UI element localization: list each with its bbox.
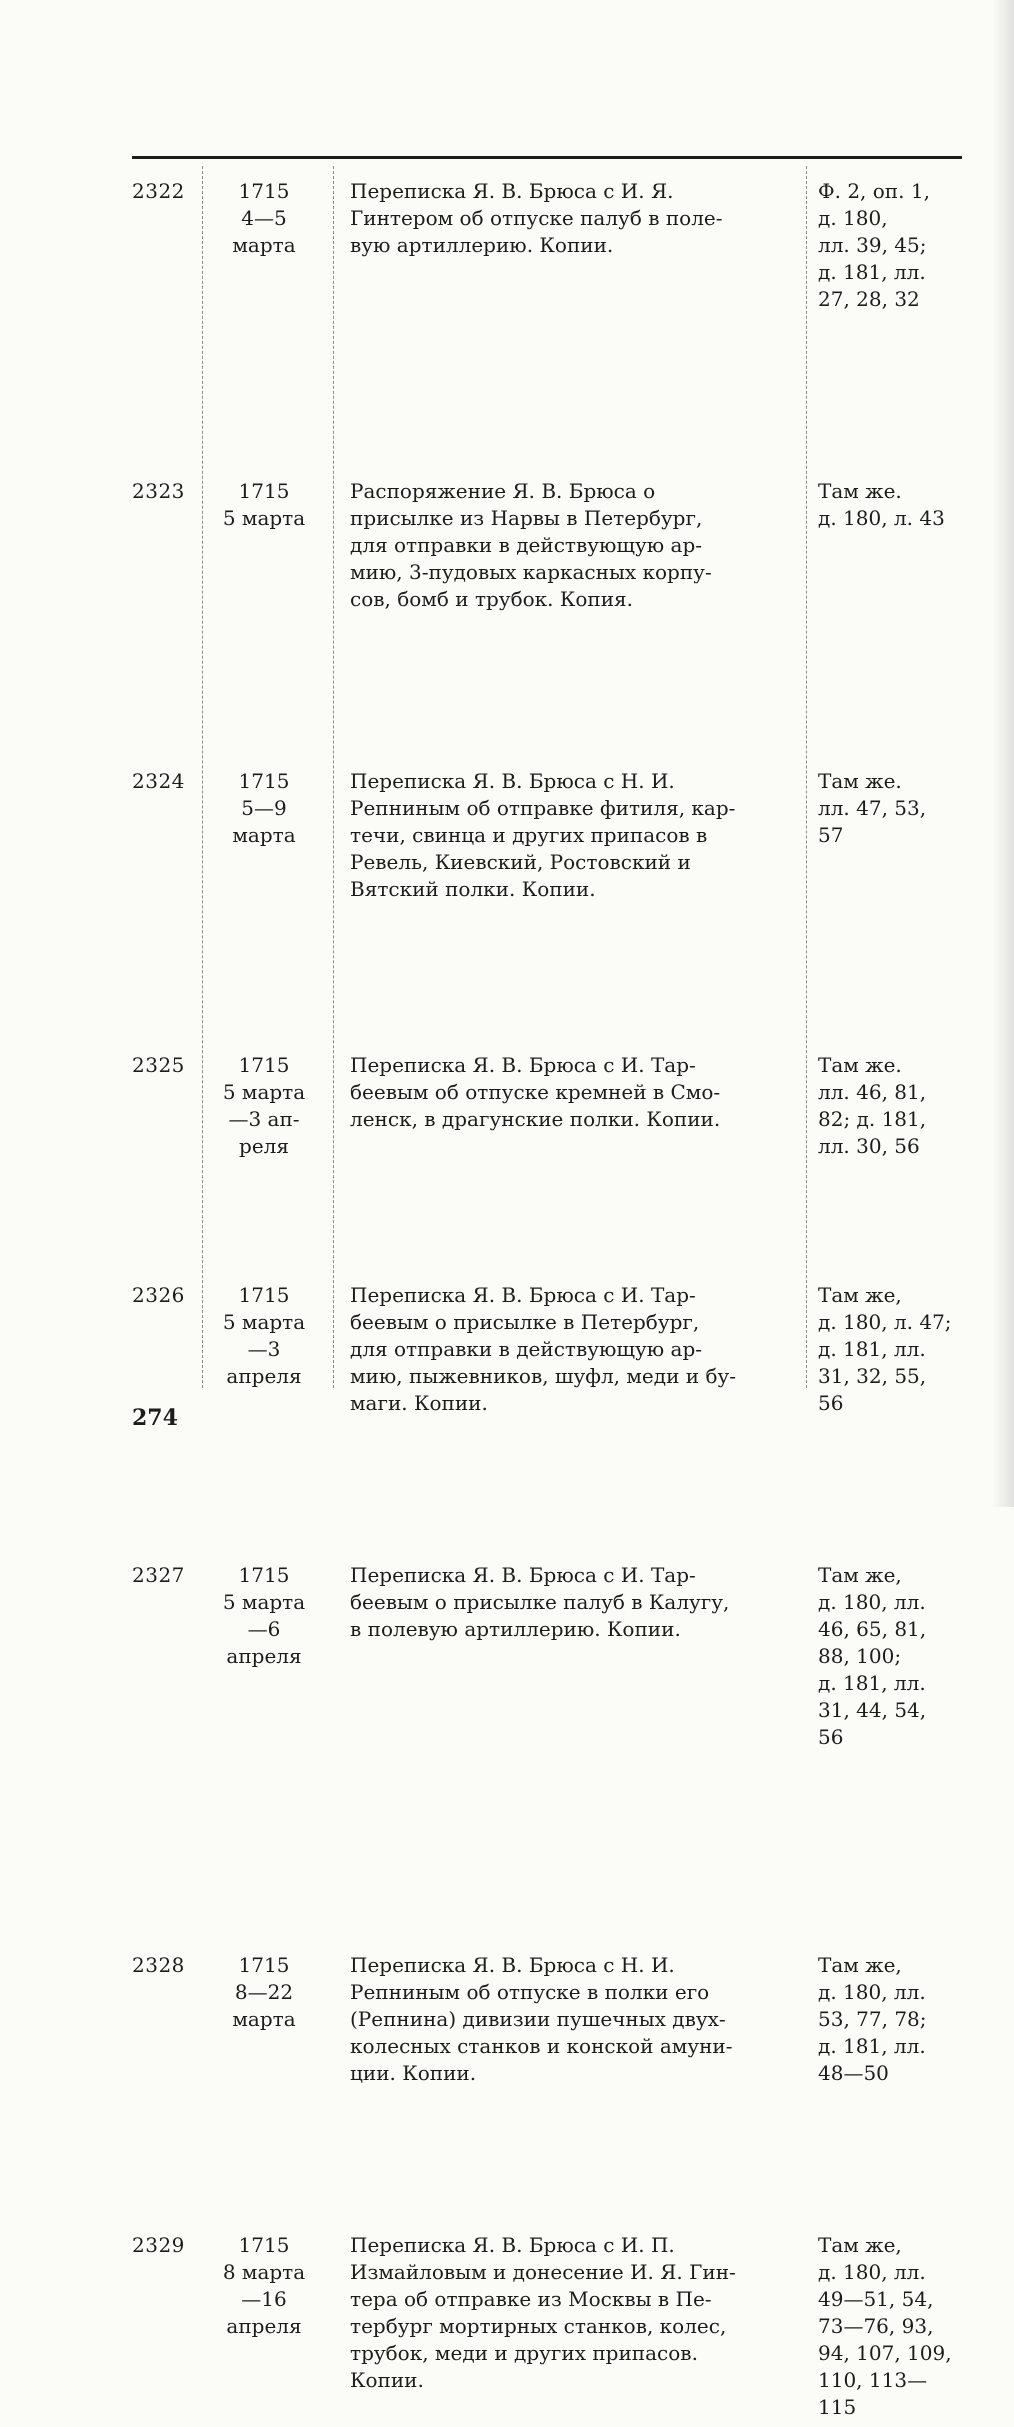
entry-description [350,1952,790,2087]
entry-reference-line: 110, 113— [818,2368,928,2392]
entry-date [204,478,324,532]
entry-description-line: Переписка Я. В. Брюса с И. Тар- [350,1053,696,1077]
entry-date [204,2232,324,2340]
entry-date-line: апреля [226,1644,302,1668]
entry-description [350,768,790,903]
entry-reference-line: 46, 65, 81, [818,1617,927,1641]
catalogue-entry [132,1952,962,2092]
entry-date-line: апреля [226,2314,302,2338]
entry-date-line: 5—9 [241,796,287,820]
entry-reference-line: лл. 39, 45; [818,233,927,257]
entry-reference-line: 31, 32, 55, [818,1364,927,1388]
entry-description-line: тера об отправке из Москвы в Пе- [350,2287,712,2311]
entry-date-line: марта [232,823,296,847]
entry-description-line: мию, пыжевников, шуфл, меди и бу- [350,1364,737,1388]
entry-description-line: Переписка Я. В. Брюса с И. Тар- [350,1283,696,1307]
entry-description-line: Переписка Я. В. Брюса с И. П. [350,2233,675,2257]
entry-reference-line: Там же, [818,1953,902,1977]
entry-date-line: 1715 [238,1053,290,1077]
catalogue-entry [132,768,962,910]
entry-reference-line: 53, 77, 78; [818,2007,927,2031]
entry-date [204,1282,324,1390]
entry-reference-line: д. 181, лл. [818,1671,926,1695]
entry-reference-line: Там же, [818,1283,902,1307]
entry-description [350,1282,790,1417]
entry-reference-line: Ф. 2, оп. 1, [818,179,930,203]
entry-description [350,478,790,613]
entry-date-line: 1715 [238,1283,290,1307]
entry-reference-line: д. 180, лл. [818,2260,926,2284]
entry-date-line: 1715 [238,769,290,793]
entry-number: 2324 [132,769,185,793]
catalogue-entry [132,178,962,328]
entry-description-line: мию, 3-пудовых каркасных корпу- [350,560,712,584]
entry-description-line: беевым об отпуске кремней в Смо- [350,1080,721,1104]
entry-description-line: Репниным об отпуске в полки его [350,1980,710,2004]
entry-reference-line: д. 181, лл. [818,1337,926,1361]
entry-description-line: Переписка Я. В. Брюса с И. Тар- [350,1563,696,1587]
entry-date [204,1052,324,1160]
entry-reference-line: д. 181, лл. [818,2034,926,2058]
entry-description-line: в полевую артиллерию. Копии. [350,1617,681,1641]
entry-description-line: Переписка Я. В. Брюса с И. Я. [350,179,674,203]
entry-description-line: Вятский полки. Копии. [350,877,596,901]
entry-description-line: тербург мортирных станков, колес, [350,2314,727,2338]
entry-date-line: 8—22 [234,1980,294,2004]
entry-archive-reference [818,178,968,313]
entry-description [350,2232,790,2394]
entry-date-line: марта [232,233,296,257]
entry-reference-line: 49—51, 54, [818,2287,934,2311]
entry-number: 2327 [132,1563,185,1587]
entry-date-line: —6 [247,1617,281,1641]
entry-description-line: ленск, в драгунские полки. Копии. [350,1107,721,1131]
catalogue-entry [132,1282,962,1422]
entry-description-line: (Репнина) дивизии пушечных двух- [350,2007,726,2031]
entry-description [350,178,790,259]
entry-archive-reference [818,1952,968,2087]
entry-date-line: 1715 [238,1563,290,1587]
table-top-rule [132,156,962,159]
entry-description-line: Гинтером об отпуске палуб в поле- [350,206,723,230]
entry-date [204,768,324,849]
entry-date-line: марта [232,2007,296,2031]
entry-date-line: —3 [247,1337,281,1361]
entry-reference-line: д. 180, лл. [818,1590,926,1614]
catalogue-entry [132,478,962,623]
entry-description-line: беевым о присылке в Петербург, [350,1310,700,1334]
entry-description-line: присылке из Нарвы в Петербург, [350,506,703,530]
entry-reference-line: 48—50 [818,2061,889,2085]
entry-date [204,1562,324,1670]
entry-description [350,1052,790,1133]
catalogue-entry [132,1562,962,1757]
entry-description-line: течи, свинца и других припасов в [350,823,708,847]
entry-description-line: сов, бомб и трубок. Копия. [350,587,634,611]
entry-reference-line: 82; д. 181, [818,1107,927,1131]
entry-reference-line: лл. 30, 56 [818,1134,920,1158]
entry-date-line: 1715 [238,479,290,503]
entry-reference-line: д. 180, л. 47; [818,1310,952,1334]
entry-description-line: Переписка Я. В. Брюса с Н. И. [350,1953,675,1977]
entry-description-line: Измайловым и донесение И. Я. Гин- [350,2260,736,2284]
entry-reference-line: 56 [818,1725,844,1749]
entry-reference-line: Там же. [818,479,902,503]
entry-reference-line: 115 [818,2395,857,2419]
entry-reference-line: д. 180, лл. [818,1980,926,2004]
entry-archive-reference [818,768,968,849]
entry-date-line: 5 марта [222,1310,306,1334]
entry-description-line: Распоряжение Я. В. Брюса о [350,479,656,503]
entry-description-line: беевым о присылке палуб в Калугу, [350,1590,730,1614]
catalogue-entry [132,2232,962,2427]
entry-description-line: Репниным об отправке фитиля, кар- [350,796,736,820]
entry-description-line: Копии. [350,2368,424,2392]
entry-date-line: 5 марта [222,506,306,530]
entry-date [204,178,324,259]
entry-description-line: ции. Копии. [350,2061,477,2085]
entry-reference-line: Там же. [818,1053,902,1077]
entry-description-line: трубок, меди и других припасов. [350,2341,698,2365]
entry-date-line: апреля [226,1364,302,1388]
entry-reference-line: Там же, [818,1563,902,1587]
entry-reference-line: 88, 100; [818,1644,902,1668]
entry-reference-line: 27, 28, 32 [818,287,920,311]
entry-description-line: маги. Копии. [350,1391,488,1415]
entry-reference-line: лл. 46, 81, [818,1080,927,1104]
entry-reference-line: Там же, [818,2233,902,2257]
entry-description-line: вую артиллерию. Копии. [350,233,614,257]
entry-reference-line: д. 180, [818,206,888,230]
entry-archive-reference [818,1052,968,1160]
page-edge-shadow [992,0,1014,1507]
entry-reference-line: 94, 107, 109, [818,2341,952,2365]
entry-description-line: для отправки в действующую ар- [350,533,703,557]
entry-reference-line: д. 180, л. 43 [818,506,945,530]
entry-date [204,1952,324,2033]
entry-description-line: Ревель, Киевский, Ростовский и [350,850,691,874]
entry-date-line: реля [239,1134,289,1158]
entry-number: 2325 [132,1053,185,1077]
entry-description-line: Переписка Я. В. Брюса с Н. И. [350,769,675,793]
page-number: 274 [132,1405,178,1431]
entry-reference-line: д. 181, лл. [818,260,926,284]
entry-reference-line: 31, 44, 54, [818,1698,927,1722]
entry-reference-line: Там же. [818,769,902,793]
entry-archive-reference [818,2232,968,2421]
entry-reference-line: лл. 47, 53, [818,796,927,820]
entry-date-line: 4—5 [241,206,287,230]
entry-date-line: 1715 [238,2233,290,2257]
entry-description-line: для отправки в действующую ар- [350,1337,703,1361]
entry-date-line: 5 марта [222,1080,306,1104]
entry-date-line: 1715 [238,179,290,203]
entry-date-line: 8 марта [222,2260,306,2284]
entry-date-line: —3 ап- [228,1107,300,1131]
entry-date-line: —16 [241,2287,287,2311]
entry-description [350,1562,790,1643]
entry-archive-reference [818,1282,968,1417]
catalogue-entry [132,1052,962,1167]
entry-archive-reference [818,478,968,532]
entry-reference-line: 56 [818,1391,844,1415]
entry-number: 2328 [132,1953,185,1977]
entry-number: 2323 [132,479,185,503]
entry-number: 2326 [132,1283,185,1307]
entry-description-line: колесных станков и конской амуни- [350,2034,733,2058]
entry-reference-line: 57 [818,823,844,847]
entry-archive-reference [818,1562,968,1751]
entry-reference-line: 73—76, 93, [818,2314,934,2338]
entry-number: 2329 [132,2233,185,2257]
entry-date-line: 1715 [238,1953,290,1977]
entry-number: 2322 [132,179,185,203]
entry-date-line: 5 марта [222,1590,306,1614]
